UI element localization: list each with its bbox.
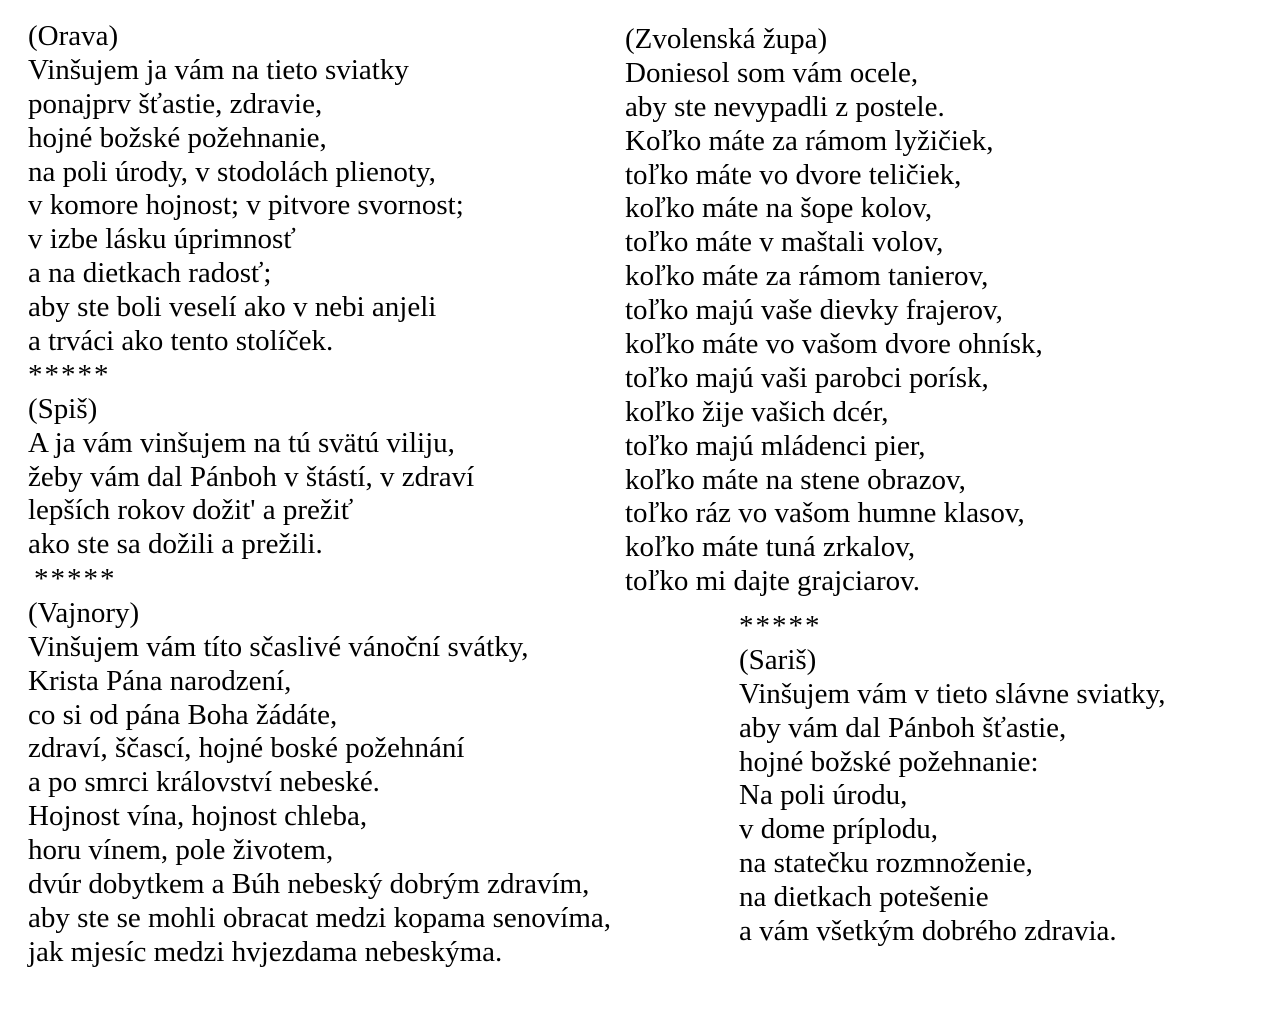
verse-line: Vinšujem ja vám na tieto sviatky: [28, 53, 409, 86]
verse-line: aby ste se mohli obracat medzi kopama senovíma,: [28, 901, 612, 934]
region-heading-orava: (Orava): [28, 20, 119, 52]
verse-line: jak mjesíc medzi hvjezdama nebeskýma.: [28, 935, 503, 968]
verse-line: A ja vám vinšujem na tú svätú viliju,: [28, 426, 455, 459]
verse-line: Krista Pána narodzení,: [28, 664, 292, 697]
verse-line: ponajprv šťastie, zdravie,: [28, 87, 323, 120]
verse-line: koľko máte na stene obrazov,: [625, 463, 966, 496]
verse-line: v izbe lásku úprimnosť: [28, 223, 296, 256]
verse-line: toľko ráz vo vašom humne klasov,: [625, 497, 1025, 530]
verse-line: Koľko máte za rámom lyžičiek,: [625, 124, 994, 157]
verse-line: ako ste sa dožili a prežili.: [28, 528, 323, 561]
verse-line: zdraví, ščascí, hojné boské požehnání: [28, 732, 465, 765]
verse-line: a vám všetkým dobrého zdravia.: [739, 915, 1117, 948]
verse-line: aby ste boli veselí ako v nebi anjeli: [28, 291, 437, 324]
verse-line: Hojnost vína, hojnost chleba,: [28, 800, 368, 833]
verse-line: Na poli úrodu,: [739, 779, 908, 812]
verse-line: toľko majú mládenci pier,: [625, 429, 926, 462]
verse-line: horu vínem, pole životem,: [28, 834, 334, 867]
region-heading-vajnory: (Vajnory): [28, 596, 140, 629]
section-separator: *****: [739, 610, 822, 642]
verse-line: Vinšujem vám títo sčaslivé vánoční svátky,: [28, 630, 529, 663]
verse-line: koľko máte vo vašom dvore ohnísk,: [625, 328, 1043, 361]
region-heading-zvolen: (Zvolenská župa): [625, 23, 828, 55]
verse-line: hojné božské požehnanie:: [739, 745, 1039, 778]
verse-line: na poli úrody, v stodolách plienoty,: [28, 155, 436, 188]
section-separator: *****: [34, 563, 117, 595]
verse-line: lepších rokov dožit' a prežiť: [28, 494, 354, 527]
left-top-verses: [28, 20, 474, 562]
verse-line: aby vám dal Pánboh šťastie,: [739, 711, 1067, 744]
section-separator: *****: [28, 358, 111, 391]
verse-line: toľko mi dajte grajciarov.: [625, 565, 920, 598]
right-bottom-verses: [739, 610, 1165, 949]
verse-line: dvúr dobytkem a Búh nebeský dobrým zdravím,: [28, 868, 590, 901]
verse-line: toľko máte v maštali volov,: [625, 226, 944, 259]
verse-line: na dietkach potešenie: [739, 881, 989, 914]
verse-line: hojné božské požehnanie,: [28, 121, 327, 154]
verse-line: na statečku rozmnoženie,: [739, 847, 1033, 880]
verse-line: koľko máte na šope kolov,: [625, 192, 933, 225]
region-heading-saris: (Sariš): [739, 643, 817, 676]
verse-line: a na dietkach radosť;: [28, 257, 272, 290]
verse-line: v dome príplodu,: [739, 813, 938, 846]
verse-line: co si od pána Boha žádáte,: [28, 698, 338, 731]
verse-line: toľko majú vaši parobci porísk,: [625, 361, 989, 394]
region-heading-spis: (Spiš): [28, 392, 98, 425]
verse-line: a po smrci království nebeské.: [28, 766, 380, 799]
left-bottom-verses: [28, 563, 611, 970]
verse-line: aby ste nevypadli z postele.: [625, 90, 945, 123]
verse-line: žeby vám dal Pánboh v štástí, v zdraví: [28, 460, 475, 493]
verse-line: Doniesol som vám ocele,: [625, 56, 919, 89]
verse-line: koľko máte za rámom tanierov,: [625, 260, 989, 293]
verse-line: koľko máte tuná zrkalov,: [625, 531, 916, 564]
verse-line: Vinšujem vám v tieto slávne sviatky,: [739, 677, 1166, 710]
verse-line: toľko majú vaše dievky frajerov,: [625, 294, 1003, 327]
verse-line: v komore hojnost; v pitvore svornost;: [28, 189, 464, 222]
verse-line: koľko žije vašich dcér,: [625, 395, 889, 428]
verse-line: toľko máte vo dvore teličiek,: [625, 158, 962, 191]
verse-line: a trváci ako tento stolíček.: [28, 325, 334, 358]
right-top-verses: [625, 23, 1043, 599]
